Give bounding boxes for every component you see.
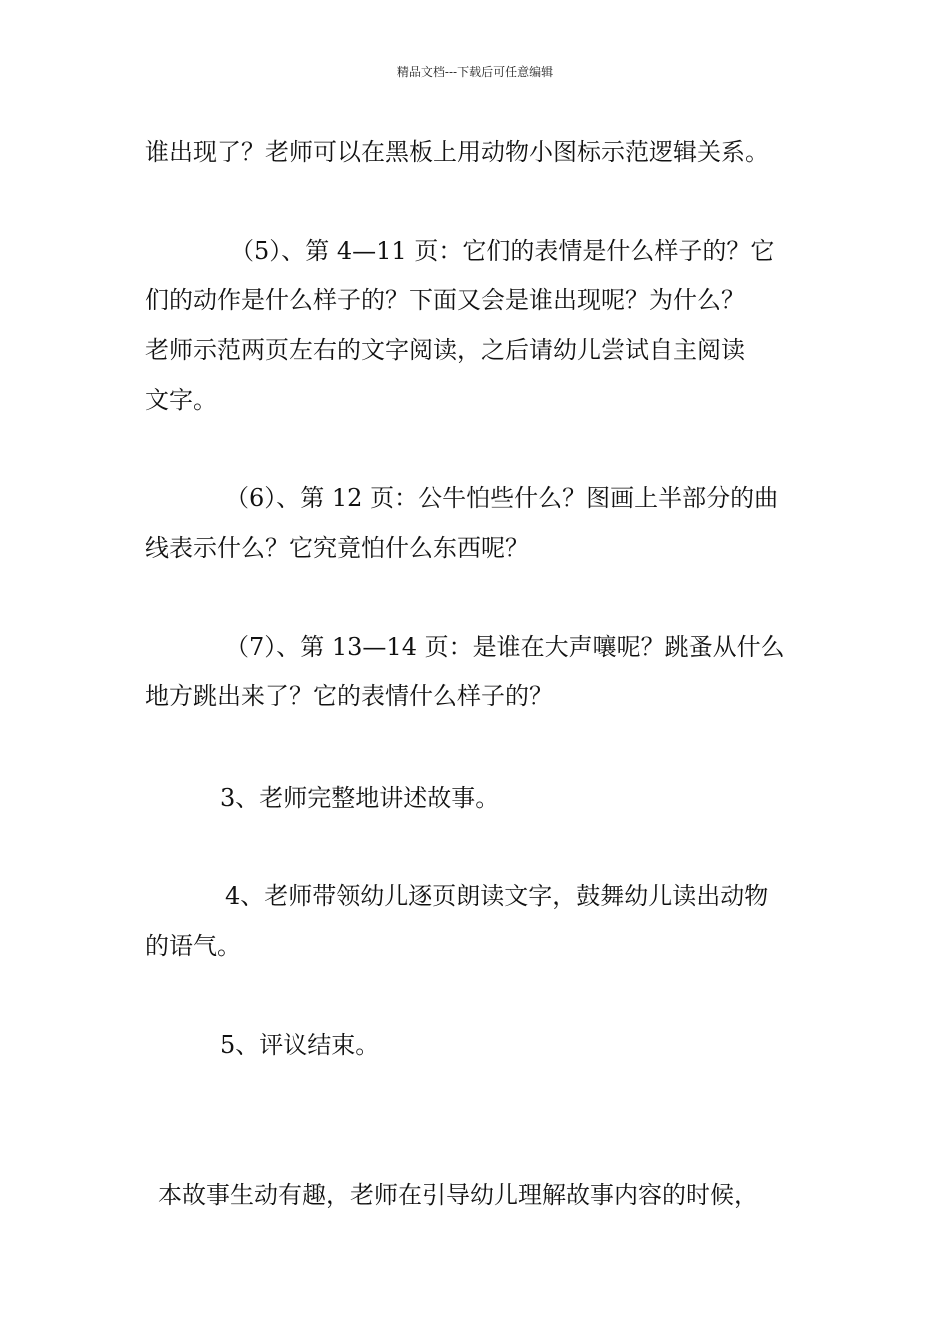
text-line: 线表示什么？它究竟怕什么东西呢？ bbox=[145, 534, 529, 562]
text-line: 老师示范两页左右的文字阅读，之后请幼儿尝试自主阅读 bbox=[145, 336, 745, 364]
page-header: 精品文档---下载后可任意编辑 bbox=[396, 65, 554, 79]
text-line: （7）、第 13—14 页：是谁在大声嚷呢？跳蚤从什么 bbox=[225, 633, 785, 661]
text-line: 们的动作是什么样子的？下面又会是谁出现呢？为什么？ bbox=[145, 286, 745, 314]
text-line: 本故事生动有趣，老师在引导幼儿理解故事内容的时候， bbox=[158, 1181, 758, 1209]
text-line: 的语气。 bbox=[145, 932, 241, 960]
text-line: 文字。 bbox=[145, 386, 217, 414]
text-line: 地方跳出来了？它的表情什么样子的？ bbox=[145, 682, 553, 710]
text-line: 5、评议结束。 bbox=[220, 1031, 380, 1059]
text-line: 谁出现了？老师可以在黑板上用动物小图标示范逻辑关系。 bbox=[145, 138, 769, 166]
text-line: 4、老师带领幼儿逐页朗读文字，鼓舞幼儿读出动物 bbox=[225, 882, 769, 910]
text-line: 3、老师完整地讲述故事。 bbox=[220, 784, 500, 812]
text-line: （6）、第 12 页：公牛怕些什么？图画上半部分的曲 bbox=[225, 484, 779, 512]
text-line: （5）、第 4—11 页：它们的表情是什么样子的？它 bbox=[230, 237, 775, 265]
